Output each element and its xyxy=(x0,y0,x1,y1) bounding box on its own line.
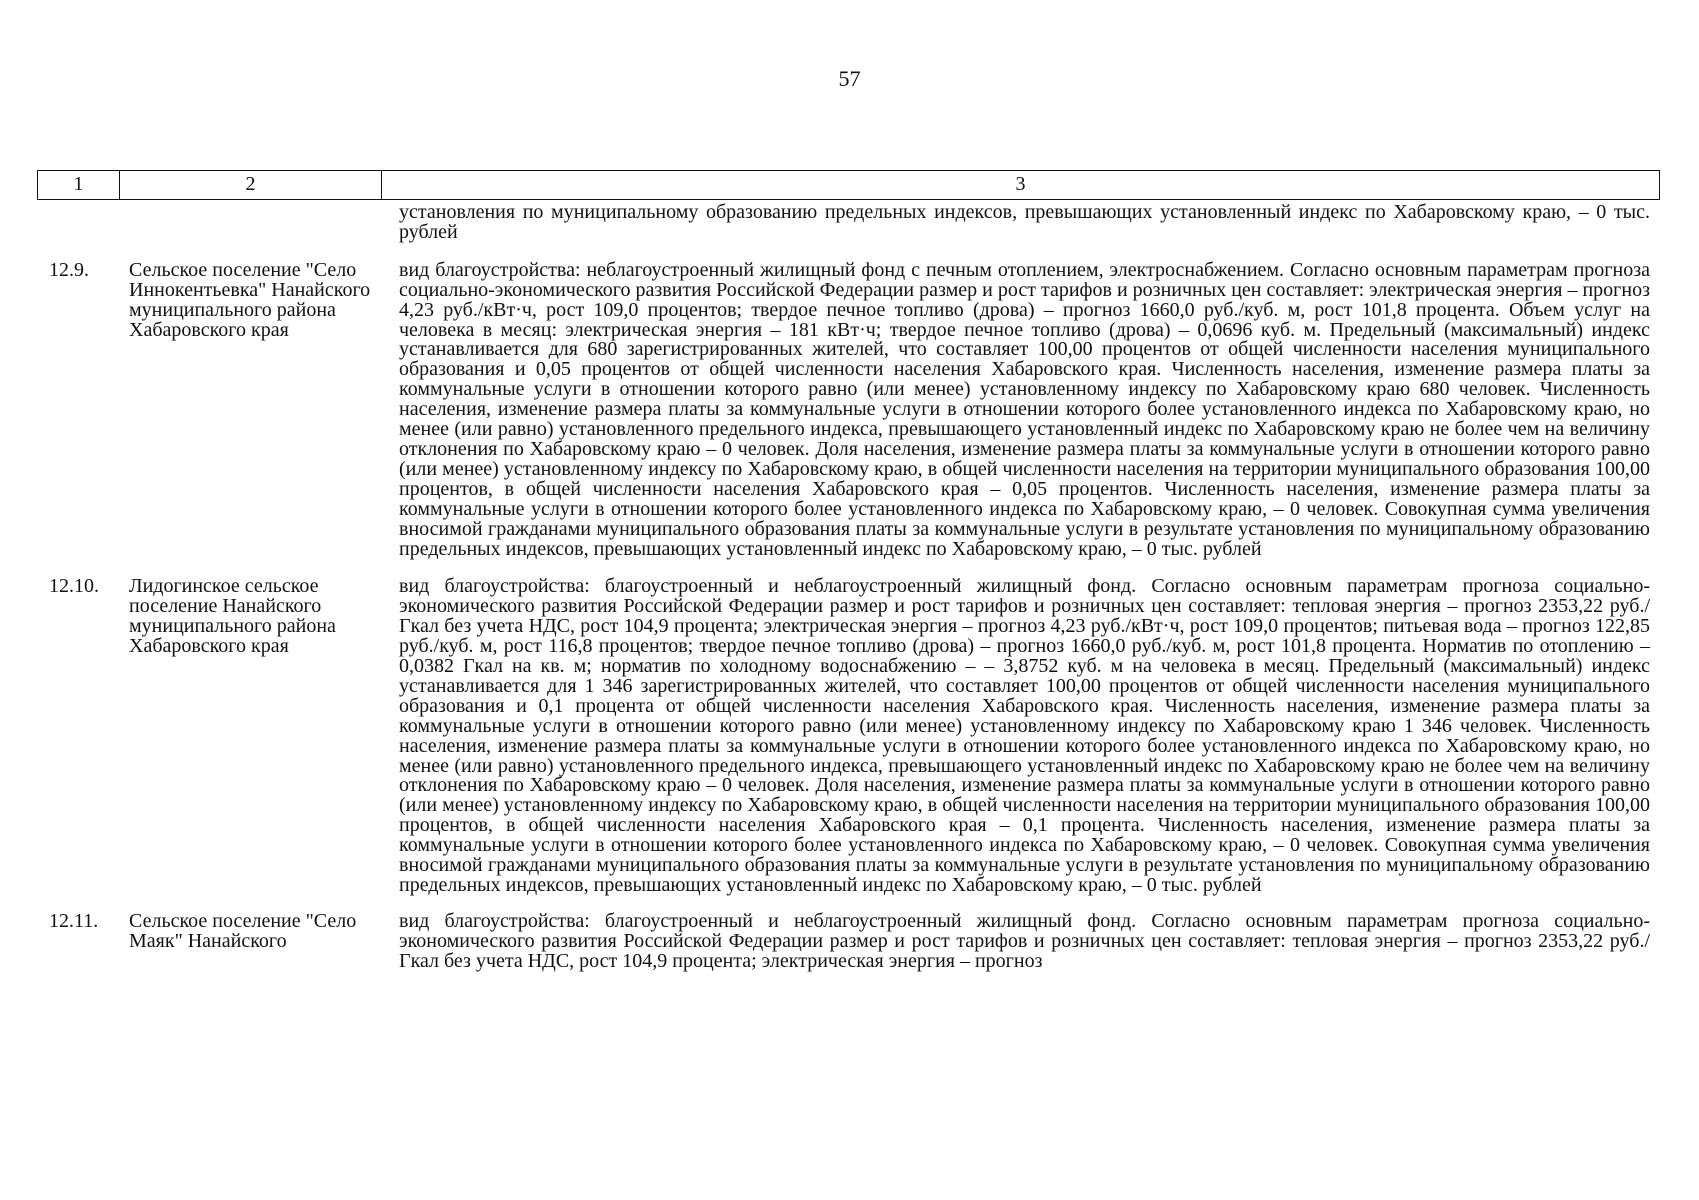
row-number: 12.9. xyxy=(49,258,89,281)
table-row xyxy=(37,909,1660,972)
page-number: 57 xyxy=(838,66,861,91)
row-description: вид благоустройства: благоустроенный и неблагоустроенный жилищный фонд. Согласно основным параметрам прогноза социально-экономического развития Российской Федерации размер и рост тарифов и розничных цен составляет: тепловая энергия – прогноз 2353,22 руб./Гкал без учета НДС, рост 104,9 процента; электрическая энергия – прогноз xyxy=(399,909,1650,972)
row-description: вид благоустройства: благоустроенный и неблагоустроенный жилищный фонд. Согласно основным параметрам прогноза социально-экономического развития Российской Федерации размер и рост тарифов и розничных цен составляет: тепловая энергия – прогноз 2353,22 руб./Гкал без учета НДС, рост 104,9 процента; электрическая энергия – прогноз 4,23 руб./кВт·ч, рост 109,0 процентов; питьевая вода – прогноз 122,85 руб./куб. м, рост 116,8 процентов; твердое печное топливо (дрова) – прогноз 1660,0 руб./куб. м, рост 101,8 процента. Норматив по отоплению – 0,0382 Гкал на кв. м; норматив по холодному водоснабжению – – 3,8752 куб. м на человека в месяц. Предельный (максимальный) индекс устанавливается для 1 346 зарегистрированных жителей, что составляет 100,00 процентов от общей численности населения муниципального образования и 0,1 процента от общей численности населения Хабаровского края. Численность населения, изменение размера платы за коммунальные услуги в отношении которого равно (или менее) установленному индексу по Хабаровскому краю 1 346 человек. Численность населения, изменение размера платы за коммунальные услуги в отношении которого более установленного индекса по Хабаровскому краю, но менее (или равно) установленного предельного индекса, превышающего установленный индекс по Хабаровскому краю не более чем на величину отклонения по Хабаровскому краю – 0 человек. Доля населения, изменение размера платы за коммунальные услуги в отношении которого равно (или менее) установленному индексу по Хабаровскому краю, в общей численности населения на территории муниципального образования 100,00 процентов, в общей численности населения Хабаровского края – 0,1 процента. Численность населения, изменение размера платы за коммунальные услуги в отношении которого более установленного индекса по Хабаровскому краю, – 0 человек. Совокупная сумма увеличения вносимой гражданами муниципального образования платы за коммунальные услуги в результате установления по муниципальному образованию предельных индексов, превышающих установленный индекс по Хабаровскому краю, – 0 тыс. рублей xyxy=(399,575,1650,896)
continuation-text: установления по муниципальному образованию предельных индексов, превышающих установленный индекс по Хабаровскому краю, – 0 тыс. рублей xyxy=(399,201,1650,243)
table-body xyxy=(37,203,1660,972)
table-row-continuation xyxy=(37,203,1660,243)
header-col-2: 2 xyxy=(120,171,382,199)
table-row xyxy=(37,577,1660,896)
municipality-name: Сельское поселение "Село Маяк" Нанайского xyxy=(129,909,357,952)
municipality-name: Сельское поселение "Село Иннокентьевка" Нанайского муниципального района Хабаровского края xyxy=(129,258,371,341)
table-row xyxy=(37,258,1660,560)
header-col-3: 3 xyxy=(1015,173,1026,195)
row-number: 12.11. xyxy=(49,909,99,932)
header-col-1: 1 xyxy=(38,171,120,199)
table-header-row xyxy=(37,170,1660,200)
row-description: вид благоустройства: неблагоустроенный жилищный фонд с печным отоплением, электроснабжением. Согласно основным параметрам прогноза социально-экономического развития Российской Федерации размер и рост тарифов и розничных цен составляет: электрическая энергия – прогноз 4,23 руб./кВт·ч, рост 109,0 процентов; твердое печное топливо (дрова) – прогноз 1660,0 руб./куб. м, рост 101,8 процента. Объем услуг на человека в месяц: электрическая энергия – 181 кВт·ч; твердое печное топливо (дрова) – 0,0696 куб. м. Предельный (максимальный) индекс устанавливается для 680 зарегистрированных жителей, что составляет 100,00 процентов от общей численности населения муниципального образования и 0,05 процентов от общей численности населения Хабаровского края. Численность населения, изменение размера платы за коммунальные услуги в отношении которого равно (или менее) установленному индексу по Хабаровскому краю 680 человек. Численность населения, изменение размера платы за коммунальные услуги в отношении которого более установленного индекса по Хабаровскому краю, но менее (или равно) установленного предельного индекса, превышающего установленный индекс по Хабаровскому краю не более чем на величину отклонения по Хабаровскому краю – 0 человек. Доля населения, изменение размера платы за коммунальные услуги в отношении которого равно (или менее) установленному индексу по Хабаровскому краю, в общей численности населения на территории муниципального образования 100,00 процентов, в общей численности населения Хабаровского края – 0,05 процентов. Численность населения, изменение размера платы за коммунальные услуги в отношении которого более установленного индекса по Хабаровскому краю, – 0 человек. Совокупная сумма увеличения вносимой гражданами муниципального образования платы за коммунальные услуги в результате установления по муниципальному образованию предельных индексов, превышающих установленный индекс по Хабаровскому краю, – 0 тыс. рублей xyxy=(399,258,1650,560)
row-number: 12.10. xyxy=(49,575,99,598)
municipality-name: Лидогинское сельское поселение Нанайского муниципального района Хабаровского края xyxy=(129,575,336,658)
